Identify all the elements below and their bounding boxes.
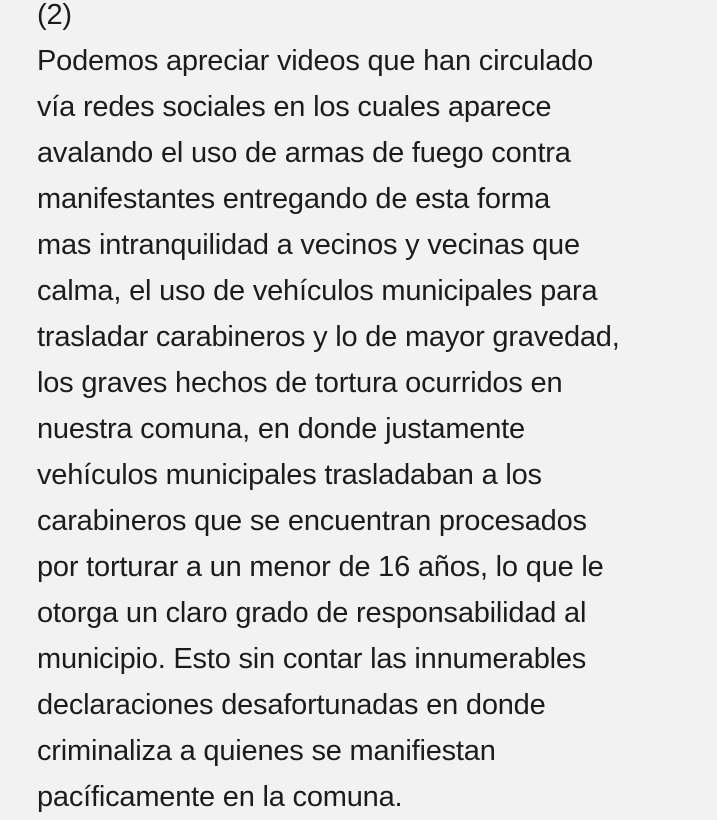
body-line: calma, el uso de vehículos municipales para bbox=[37, 275, 598, 307]
body-line: trasladar carabineros y lo de mayor gravedad, bbox=[37, 321, 620, 353]
body-line: vehículos municipales trasladaban a los bbox=[37, 459, 542, 491]
body-line: por torturar a un menor de 16 años, lo que le bbox=[37, 551, 604, 583]
body-line: nuestra comuna, en donde justamente bbox=[37, 413, 525, 445]
body-line: avalando el uso de armas de fuego contra bbox=[37, 137, 571, 169]
body-line: Podemos apreciar videos que han circulado bbox=[37, 45, 594, 77]
body-line: municipio. Esto sin contar las innumerables bbox=[37, 643, 587, 675]
body-line: criminaliza a quienes se manifiestan bbox=[37, 735, 496, 767]
body-line: mas intranquilidad a vecinos y vecinas que bbox=[37, 229, 580, 261]
body-line: carabineros que se encuentran procesados bbox=[37, 505, 587, 537]
body-line: pacíficamente en la comuna. bbox=[37, 781, 403, 813]
post-header: (2) bbox=[37, 0, 72, 31]
body-line: los graves hechos de tortura ocurridos en bbox=[37, 367, 563, 399]
body-line: declaraciones desafortunadas en donde bbox=[37, 689, 546, 721]
post-text-block bbox=[37, 0, 707, 820]
body-line: vía redes sociales en los cuales aparece bbox=[37, 91, 552, 123]
body-line: manifestantes entregando de esta forma bbox=[37, 183, 551, 215]
body-line: otorga un claro grado de responsabilidad al bbox=[37, 597, 587, 629]
